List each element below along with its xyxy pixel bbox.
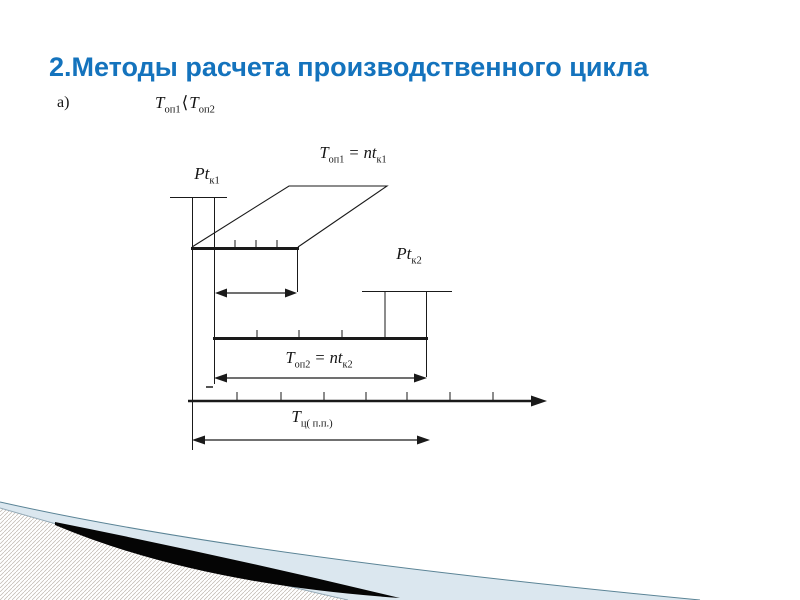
batch2-label: $Pt_{к2}$	[396, 244, 422, 267]
offset-double-arrow	[215, 289, 297, 298]
batch1-label: $Pt_{к1}$	[194, 164, 220, 187]
op2-bar-ticks	[257, 330, 342, 337]
op2-duration-label: $T_{оп2} = nt_{к2}$	[285, 348, 353, 371]
op1-duration-label: $T_{оп1} = nt_{к1}$	[319, 143, 387, 166]
ptk2-bracket	[362, 291, 452, 377]
production-cycle-diagram	[170, 186, 547, 450]
time-axis-ticks	[237, 392, 493, 400]
condition-term-2: T	[189, 93, 199, 112]
time-axis	[188, 392, 547, 407]
slide-title: 2.Методы расчета производственного цикла	[49, 52, 649, 82]
op1-bar-ticks	[235, 240, 277, 247]
less-than-bracket: ⟨	[181, 93, 189, 112]
condition-formula: $T_{оп1}⟨T_{оп2}$	[155, 93, 215, 116]
ptk1-bracket	[170, 197, 227, 450]
case-marker: а)	[57, 94, 70, 111]
cycle-duration-arrow	[192, 436, 430, 445]
time-axis-arrowhead	[531, 396, 547, 407]
corner-decoration	[0, 502, 700, 600]
cycle-duration-label: $T_{ц( п.п.)}$	[291, 407, 333, 430]
op1-parallelogram	[192, 186, 387, 247]
op2-duration-arrow	[206, 374, 427, 388]
condition-term-1: T	[155, 93, 165, 112]
op1-schedule	[191, 186, 387, 292]
op2-schedule	[213, 330, 428, 339]
